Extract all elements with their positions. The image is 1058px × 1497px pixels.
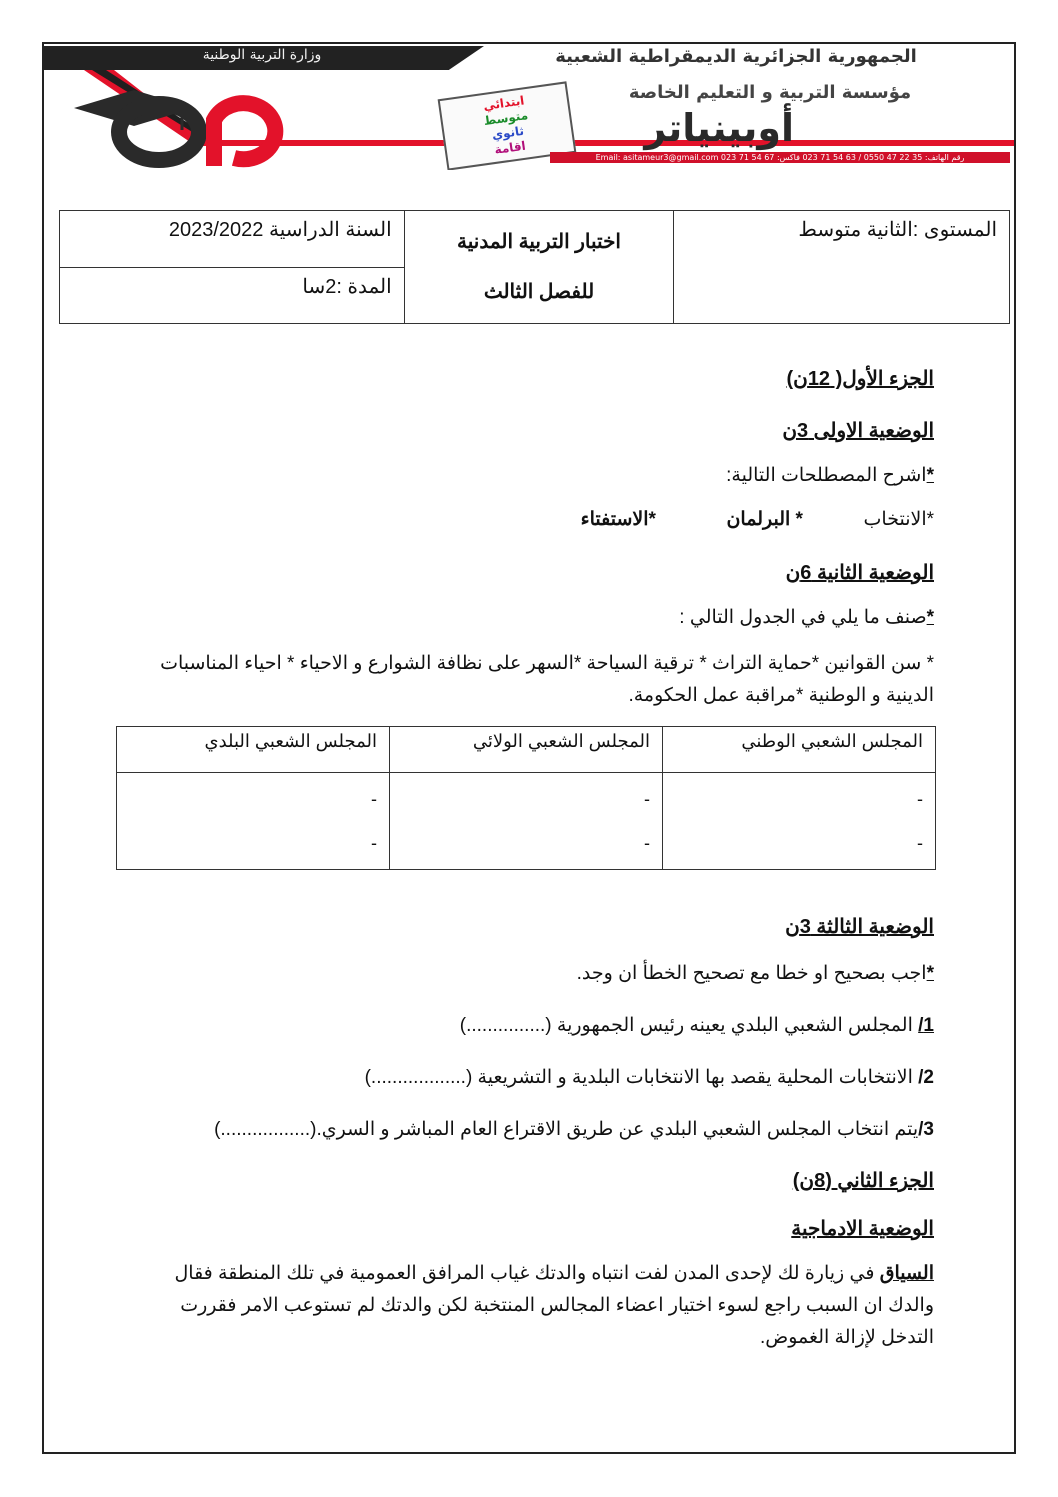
level-secondary: ثانوي [491,123,525,143]
header-provincial-assembly: المجلس الشعبي الولائي [390,727,663,773]
question-1 [124,1014,934,1037]
question-3 [124,1118,934,1141]
situation3-heading: الوضعية الثالثة 3ن [785,916,934,938]
answer-cell[interactable]: - - [390,773,663,870]
situation1-instruction [124,464,934,487]
question-number: 1/ [918,1015,934,1036]
star-marker: * [926,963,934,984]
school-logo [64,80,304,170]
header-national-assembly: المجلس الشعبي الوطني [663,727,936,773]
brand-name: أوبينياتر [644,106,794,150]
term-election: *الانتخاب [863,509,934,530]
instruction-text: اجب بصحيح او خطا مع تصحيح الخطأ ان وجد. [576,963,927,984]
header-municipal-assembly: المجلس الشعبي البلدي [117,727,390,773]
star-marker: * [926,465,934,486]
question-number: 3/ [918,1119,934,1140]
exam-info-table [59,210,1010,324]
instruction-text: اشرح المصطلحات التالية: [726,465,927,486]
term-referendum: *الاستفتاء [580,509,656,530]
integration-heading: الوضعية الادماجية [791,1218,934,1240]
contact-line: رقم الهاتف: 35 22 47 0550 / 63 54 71 023 فاكس: 67 54 71 023 Email: asitameur3@gmail.com [550,152,1010,163]
situation2-instruction [124,606,934,629]
header-banner [44,44,1014,170]
question-text: المجلس الشعبي البلدي يعينه رئيس الجمهورية (...............) [459,1015,919,1036]
ministry-name: وزارة التربية الوطنية [202,47,322,63]
question-text: الانتخابات المحلية يقصد بها الانتخابات البلدية و التشريعية (..................) [364,1067,919,1088]
star-marker: * [926,607,934,628]
part2-heading: الجزء الثاني (8ن) [792,1170,934,1192]
level-primary: ابتدائي [482,93,526,114]
duration-cell: المدة :2سا [60,267,405,324]
context-label: السياق [879,1263,934,1284]
terms-line [124,508,934,531]
level-cell: المستوى :الثانية متوسط [674,211,1010,324]
exam-title-cell [404,211,674,324]
part1-heading: الجزء الأول( 12ن) [786,368,934,390]
answer-cell[interactable]: - - [117,773,390,870]
situation2-heading: الوضعية الثانية 6ن [785,562,934,584]
exam-title-line1: اختبار التربية المدنية [457,231,621,253]
school-name: مؤسسة التربية و التعليم الخاصة [628,82,912,103]
exam-title-line2: للفصل الثالث [483,281,595,303]
question-text: يتم انتخاب المجلس الشعبي البلدي عن طريق الاقتراع العام المباشر و السري.(.................) [214,1119,919,1140]
context-paragraph [156,1258,934,1354]
context-text: في زيارة لك لإحدى المدن لفت انتباه والدتك غياب المرافق العمومية في تلك المنطقة فقال والدك ان السبب راجع لسوء اختيار اعضاء المجالس المنتخبة لكن والدتك لم تستوعب الامر فقررت التدخل لإزالة الغموض. [174,1263,934,1348]
republic-name: الجمهورية الجزائرية الديمقراطية الشعبية [555,46,917,67]
answer-cell[interactable]: - - [663,773,936,870]
level-middle: متوسط [482,108,529,129]
question-2 [124,1066,934,1089]
situation3-instruction [124,962,934,985]
school-year-cell: السنة الدراسية 2023/2022 [60,211,405,268]
classification-table [116,726,936,870]
situation1-heading: الوضعية الاولى 3ن [782,420,934,442]
question-number: 2/ [918,1067,934,1088]
instruction-text: صنف ما يلي في الجدول التالي : [679,607,927,628]
items-to-classify: * سن القوانين *حماية التراث * ترقية السياحة *السهر على نظافة الشوارع و الاحياء * احياء المناسبات الدينية و الوطنية *مراقبة عمل الحكومة. [160,653,934,706]
level-residence: اقامة [493,138,527,157]
term-parliament: * البرلمان [726,509,803,530]
